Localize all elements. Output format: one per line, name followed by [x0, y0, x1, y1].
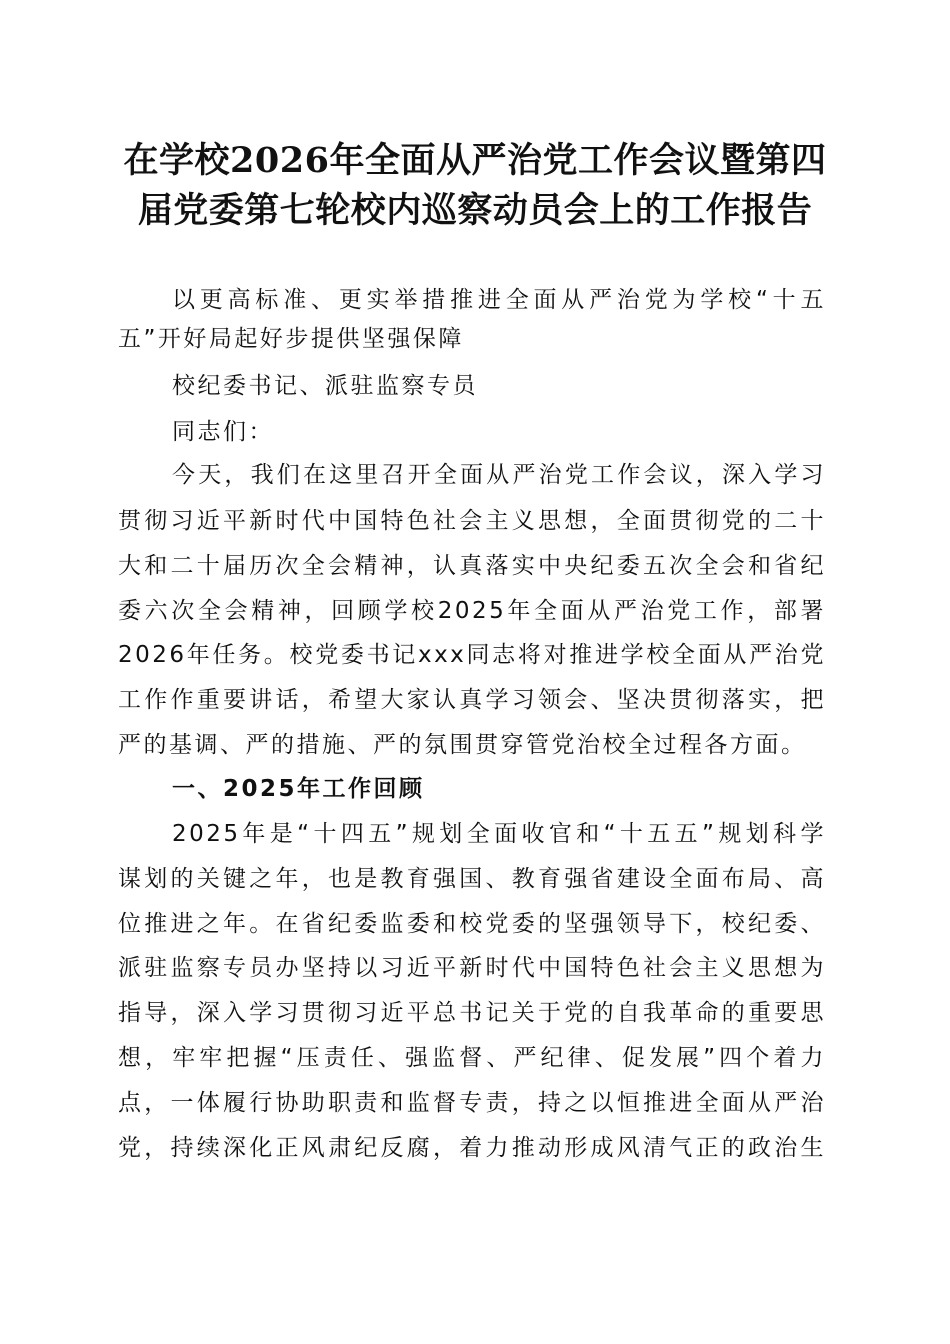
- section1-line-2: 谋划的关键之年，也是教育强国、教育强省建设全面布局、高: [118, 866, 826, 892]
- section1-line-5: 指导，深入学习贯彻习近平总书记关于党的自我革命的重要思: [118, 1000, 826, 1026]
- subtitle-line-1: 以更高标准、更实举措推进全面从严治党为学校“十五: [172, 287, 826, 313]
- intro-line-7: 严的基调、严的措施、严的氛围贯穿管党治校全过程各方面。: [118, 732, 807, 758]
- section1-line-4: 派驻监察专员办坚持以习近平新时代中国特色社会主义思想为: [118, 955, 826, 981]
- document-title: [110, 136, 840, 236]
- intro-line-2: 贯彻习近平新时代中国特色社会主义思想，全面贯彻党的二十: [118, 508, 826, 534]
- section1-line-8: 党，持续深化正风肃纪反腐，着力推动形成风清气正的政治生: [118, 1135, 826, 1161]
- salutation: 同志们：: [172, 419, 274, 445]
- title-line-2: 届党委第七轮校内巡察动员会上的工作报告: [137, 190, 813, 231]
- intro-line-1: 今天，我们在这里召开全面从严治党工作会议，深入学习: [172, 462, 826, 488]
- intro-line-6: 工作作重要讲话，希望大家认真学习领会、坚决贯彻落实，把: [118, 687, 826, 713]
- section1-line-6: 想，牢牢把握“压责任、强监督、严纪律、促发展”四个着力: [118, 1045, 826, 1071]
- section1-line-3: 位推进之年。在省纪委监委和校党委的坚强领导下，校纪委、: [118, 911, 826, 937]
- intro-line-4: 委六次全会精神，回顾学校2025年全面从严治党工作，部署: [118, 598, 826, 624]
- title-line-1: 在学校2026年全面从严治党工作会议暨第四: [123, 140, 827, 181]
- section1-line-7: 点，一体履行协助职责和监督专责，持之以恒推进全面从严治: [118, 1090, 826, 1116]
- intro-line-5: 2026年任务。校党委书记xxx同志将对推进学校全面从严治党: [118, 642, 826, 668]
- intro-line-3: 大和二十届历次全会精神，认真落实中央纪委五次全会和省纪: [118, 553, 826, 579]
- speaker-line: 校纪委书记、派驻监察专员: [172, 373, 478, 399]
- section1-line-1: 2025年是“十四五”规划全面收官和“十五五”规划科学: [172, 821, 826, 847]
- subtitle-line-2: 五”开好局起好步提供坚强保障: [118, 326, 464, 352]
- section-heading-1: 一、2025年工作回顾: [172, 776, 425, 802]
